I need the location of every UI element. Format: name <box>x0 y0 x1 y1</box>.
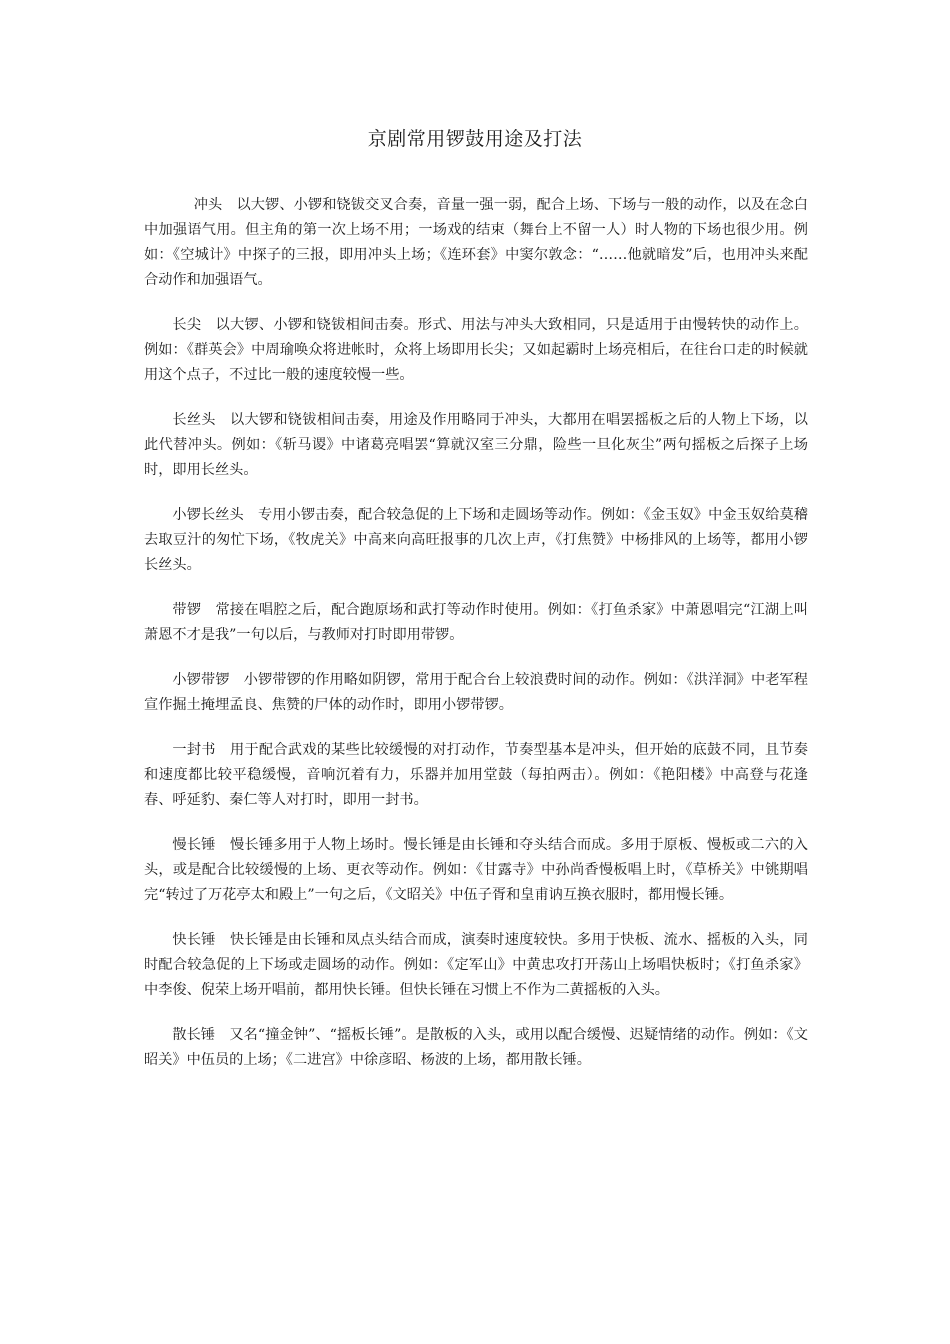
paragraph-text: 专用小锣击奏，配合较急促的上下场和走圆场等动作。例如：《金玉奴》中金玉奴给莫稽去取豆汁的匆忙下场，《牧虎关》中高来向高旺报事的几次上声，《打焦赞》中杨排风的上场等，都用小锣长丝头。 <box>144 507 808 573</box>
paragraph-text: 常接在唱腔之后，配合跑原场和武打等动作时使用。例如：《打鱼杀家》中萧恩唱完“江湖上叫萧恩不才是我”一句以后，与教师对打时即用带锣。 <box>144 602 808 643</box>
paragraph-term: 小锣长丝头 <box>172 507 244 523</box>
paragraph-dailuo <box>144 598 808 648</box>
paragraph-term: 小锣带锣 <box>172 672 230 688</box>
paragraph-xiaoluo-changsitou <box>144 503 808 578</box>
paragraph-text: 以大锣、小锣和铙钹相间击奏。形式、用法与冲头大致相同，只是适用于由慢转快的动作上。例如：《群英会》中周瑜唤众将进帐时，众将上场即用长尖；又如起霸时上场亮相后，在往台口走的时候就用这个点子，不过比一般的速度较慢一些。 <box>144 317 808 383</box>
paragraph-term: 快长锤 <box>172 932 216 948</box>
paragraph-text: 小锣带锣的作用略如阴锣，常用于配合台上较浪费时间的动作。例如：《洪洋洞》中老军程宣作掘土掩埋孟良、焦赞的尸体的动作时，即用小锣带锣。 <box>144 672 808 713</box>
paragraph-kuaichangchui <box>144 928 808 1003</box>
paragraph-xiaoluo-dailuo <box>144 668 808 718</box>
paragraph-text: 又名“撞金钟”、“摇板长锤”。是散板的入头，或用以配合缓慢、迟疑情绪的动作。例如：《文昭关》中伍员的上场；《二进宫》中徐彦昭、杨波的上场，都用散长锤。 <box>144 1027 808 1068</box>
paragraph-changjian <box>144 313 808 388</box>
paragraph-text: 以大锣、小锣和铙钹交叉合奏，音量一强一弱，配合上场、下场与一般的动作，以及在念白中加强语气用。但主角的第一次上场不用；一场戏的结束（舞台上不留一人）时人物的下场也很少用。例如：《空城计》中探子的三报，即用冲头上场；《连环套》中窦尔敦念：“……他就暗发”后，也用冲头来配合动作和加强语气。 <box>144 197 808 288</box>
paragraph-sanchangchui <box>144 1023 808 1073</box>
paragraph-term: 散长锤 <box>172 1027 216 1043</box>
paragraph-term: 一封书 <box>172 742 216 758</box>
paragraph-term: 带锣 <box>172 602 202 618</box>
paragraph-text: 用于配合武戏的某些比较缓慢的对打动作，节奏型基本是冲头，但开始的底鼓不同，且节奏和速度都比较平稳缓慢，音响沉着有力，乐器并加用堂鼓（每拍两击）。例如：《艳阳楼》中高登与花逢春、呼延豹、秦仁等人对打时，即用一封书。 <box>144 742 808 808</box>
paragraph-term: 慢长锤 <box>172 837 216 853</box>
paragraph-term: 长丝头 <box>172 412 216 428</box>
paragraph-term: 长尖 <box>172 317 202 333</box>
document-body <box>144 193 808 1093</box>
paragraph-yifengshu <box>144 738 808 813</box>
paragraph-manchangchui <box>144 833 808 908</box>
paragraph-text: 慢长锤多用于人物上场时。慢长锤是由长锤和夺头结合而成。多用于原板、慢板或二六的入头，或是配合比较缓慢的上场、更衣等动作。例如：《甘露寺》中孙尚香慢板唱上时，《草桥关》中铫期唱完“转过了万花亭太和殿上”一句之后，《文昭关》中伍子胥和皇甫讷互换衣服时，都用慢长锤。 <box>144 837 808 903</box>
paragraph-text: 以大锣和铙钹相间击奏，用途及作用略同于冲头，大都用在唱罢摇板之后的人物上下场，以此代替冲头。例如：《斩马谡》中诸葛亮唱罢“算就汉室三分鼎，险些一旦化灰尘”两句摇板之后探子上场时，即用长丝头。 <box>144 412 808 478</box>
paragraph-text: 快长锤是由长锤和凤点头结合而成，演奏时速度较快。多用于快板、流水、摇板的入头，同时配合较急促的上下场或走圆场的动作。例如：《定军山》中黄忠攻打开荡山上场唱快板时；《打鱼杀家》中李俊、倪荣上场开唱前，都用快长锤。但快长锤在习惯上不作为二黄摇板的入头。 <box>144 932 808 998</box>
paragraph-term: 冲头 <box>193 197 223 213</box>
paragraph-changsitou <box>144 408 808 483</box>
document-title: 京剧常用锣鼓用途及打法 <box>367 128 583 150</box>
paragraph-chongtou <box>144 193 808 293</box>
